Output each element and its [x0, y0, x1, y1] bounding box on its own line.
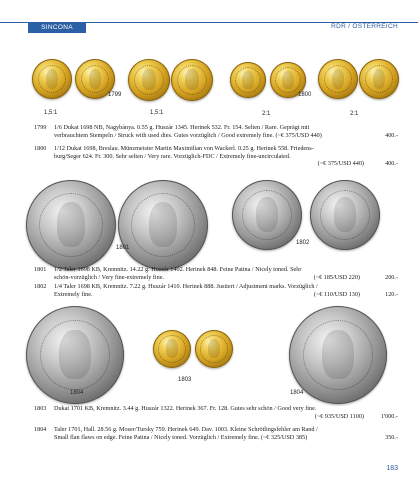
- coin-1800-reverse-detail: [359, 59, 399, 99]
- coin-1800-obverse: [230, 62, 266, 98]
- lot-price-equivalent: (~€ 375/USD 440): [275, 131, 322, 139]
- lot-price-equivalent: (~€ 185/USD 220): [313, 273, 360, 281]
- coin-1800-obverse-detail: [318, 59, 358, 99]
- lot-estimate: 200.-: [385, 273, 398, 281]
- lot-description-line: Extremely fine.: [54, 290, 93, 298]
- lot-description-line: schön-vorzüglich / Very fine-extremely fine.: [54, 273, 165, 281]
- coin-1802-obverse: [232, 180, 302, 250]
- scale-label: 1,5:1: [44, 110, 58, 116]
- lot-estimate: 400.-: [385, 160, 398, 168]
- figure-label-1803: 1803: [178, 377, 192, 383]
- lot-estimate: 350.-: [385, 433, 398, 441]
- lot-description-line: Small flan flaws on edge. Feine Patina / Nicely toned. Vorzüglich / Extremely fine.: [54, 433, 260, 441]
- coin-1803-obverse: [153, 330, 191, 368]
- lot-number: 1799: [34, 124, 47, 131]
- lot-number: 1800: [34, 145, 47, 152]
- lot-description-line: verbrauchtem Stempeln / Struck with used dies. Gutes vorzüglich / Good extremely fine.: [54, 131, 274, 139]
- lot-description-line: Taler 1701, Hall. 28.56 g. Moser/Tursky 759. Herinek 649. Dav. 1003. Kleine Schrötlingsfehler am Rand /: [54, 426, 318, 433]
- scale-label: 1,5:1: [150, 110, 164, 116]
- coin-1802-reverse: [310, 180, 380, 250]
- coin-1799-reverse-detail: [171, 59, 213, 101]
- figure-label-1799: 1799: [108, 92, 122, 98]
- lot-price-equivalent: (~€ 325/USD 385): [260, 433, 308, 441]
- figure-label-1804: 1804: [70, 390, 84, 396]
- lot-1804: [34, 426, 398, 441]
- lot-number: 1804: [34, 426, 47, 433]
- figure-label-1802: 1802: [296, 240, 310, 246]
- page-number: 183: [386, 465, 398, 472]
- lot-number: 1801: [34, 266, 47, 273]
- coin-1799-obverse-detail: [128, 59, 170, 101]
- lot-price-equivalent: (~€ 935/USD 1100): [314, 412, 364, 420]
- scale-label: 2:1: [262, 111, 271, 117]
- coin-1803-reverse: [195, 330, 233, 368]
- lot-price-equivalent: (~€ 375/USD 440): [317, 160, 364, 168]
- lot-estimate: 400.-: [385, 131, 398, 139]
- lot-description-line: 1/12 Dukat 1698, Breslau. Münzmeister Martin Maximilian von Wackerl. 0.25 g. Herinek 558. Friedens-: [54, 145, 314, 152]
- coin-1799-obverse: [32, 59, 72, 99]
- lot-1799: [34, 124, 398, 139]
- lot-1800: [34, 145, 398, 168]
- lot-price-equivalent: (~€ 110/USD 130): [313, 290, 360, 298]
- lot-number: 1803: [34, 405, 47, 412]
- lot-estimate: 1'000.-: [380, 412, 398, 420]
- lot-1802: [34, 283, 398, 298]
- coin-1801-reverse: [118, 180, 208, 270]
- scale-label: 2:1: [350, 111, 359, 117]
- figure-label-1800: 1800: [298, 92, 312, 98]
- section-title: RDR / ÖSTERREICH: [331, 23, 398, 30]
- figure-label-1801: 1801: [116, 245, 130, 251]
- lot-number: 1802: [34, 283, 47, 290]
- lot-description-line: 1/4 Taler 1698 KB, Kremnitz. 7.22 g. Huszár 1410. Herinek 888. Justiert / Adjustment marks. Vorzüglich /: [54, 283, 318, 290]
- coin-1804-reverse: [289, 306, 387, 404]
- lot-description-line: burg/Seger 624. Fr. 300. Sehr selten / Very rare. Vorzüglich-FDC / Extremely fine-uncirculated.: [54, 152, 291, 160]
- lot-description-line: Dukat 1701 KB, Kremnitz. 3.44 g. Huszár 1322. Herinek 367. Fr. 128. Gutes sehr schön / Good very fine.: [54, 405, 317, 412]
- lot-1801: [34, 266, 398, 281]
- lot-description-line: 1/2 Taler 1698 KB, Kremnitz. 14.22 g. Huszár 1402. Herinek 848. Feine Patina / Nicely toned. Sehr: [54, 266, 302, 273]
- coin-1801-obverse: [26, 180, 116, 270]
- lot-description-line: 1/6 Dukat 1698 NB, Nagybánya. 0.55 g. Huszár 1345. Herinek 532. Fr. 154. Selten / Rare. Geprägt mit: [54, 124, 310, 131]
- figure-label-1804: 1804: [290, 390, 304, 396]
- lot-estimate: 120.-: [385, 290, 398, 298]
- brand-label: SINCONA: [28, 22, 86, 33]
- lot-1803: [34, 405, 398, 420]
